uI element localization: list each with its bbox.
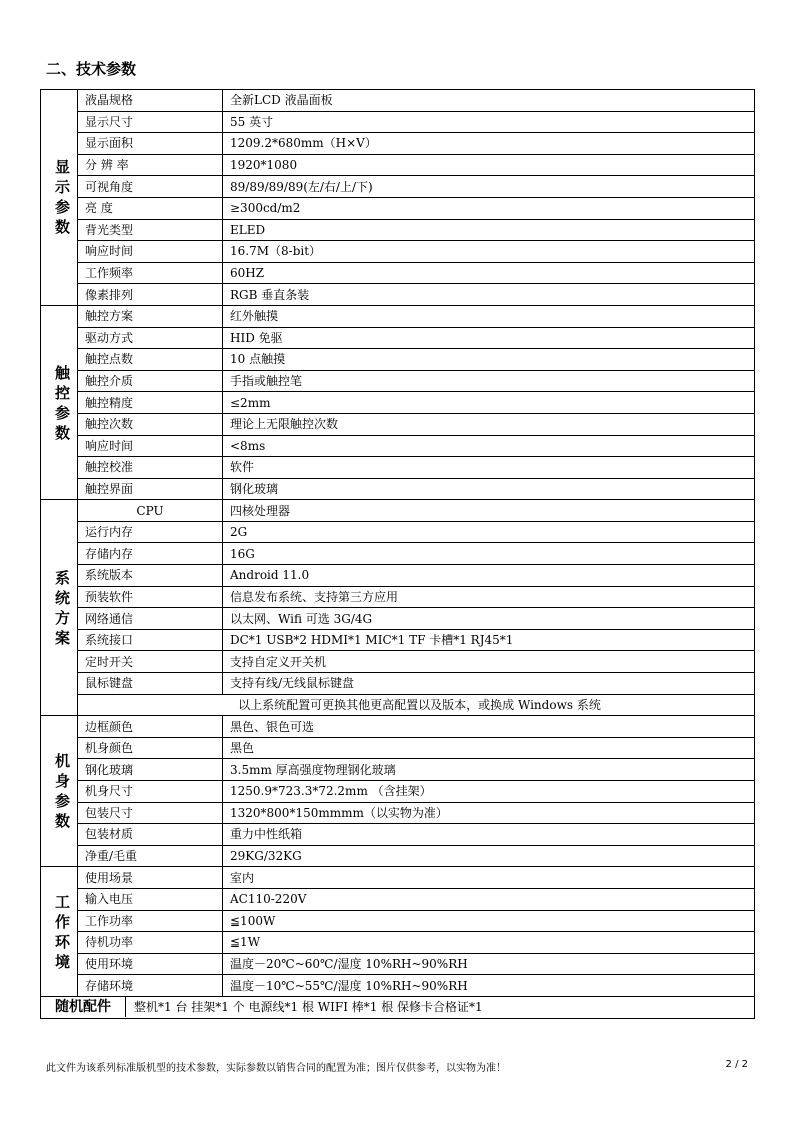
param-label: CPU <box>78 500 223 522</box>
param-value: 四核处理器 <box>223 500 755 522</box>
section-label <box>41 305 78 499</box>
param-value: 手指或触控笔 <box>223 370 755 392</box>
param-label: 系统版本 <box>78 565 223 587</box>
param-label: 触控次数 <box>78 413 223 435</box>
table-row <box>41 759 755 781</box>
table-row <box>41 327 755 349</box>
param-value: 1320*800*150mmmm（以实物为准） <box>223 802 755 824</box>
table-row <box>41 802 755 824</box>
section-label <box>41 716 78 867</box>
param-value: 室内 <box>223 867 755 889</box>
param-label: 驱动方式 <box>78 327 223 349</box>
param-label: 响应时间 <box>78 241 223 263</box>
param-value: 以太网、Wifi 可选 3G/4G <box>223 608 755 630</box>
table-row <box>41 910 755 932</box>
param-label: 液晶规格 <box>78 90 223 112</box>
param-value: 1209.2*680mm（H×V） <box>223 133 755 155</box>
table-row <box>41 154 755 176</box>
param-label: 显示面积 <box>78 133 223 155</box>
param-value: 黑色、银色可选 <box>223 716 755 738</box>
param-label: 工作功率 <box>78 910 223 932</box>
section-label-text: 系统方案 <box>54 568 70 647</box>
param-label: 净重/毛重 <box>78 845 223 867</box>
param-value: 支持自定义开关机 <box>223 651 755 673</box>
table-row <box>41 543 755 565</box>
param-value: ≤2mm <box>223 392 755 414</box>
param-value: ≦1W <box>223 932 755 954</box>
param-value: 89/89/89/89(左/右/上/下) <box>223 176 755 198</box>
param-value: 信息发布系统、支持第三方应用 <box>223 586 755 608</box>
param-label: 钢化玻璃 <box>78 759 223 781</box>
param-value: 黑色 <box>223 737 755 759</box>
param-value: ELED <box>223 219 755 241</box>
table-row <box>41 673 755 695</box>
accessories-cell <box>41 996 755 1018</box>
table-row <box>41 565 755 587</box>
table-row <box>41 262 755 284</box>
param-value: 55 英寸 <box>223 111 755 133</box>
param-label: 触控介质 <box>78 370 223 392</box>
param-value: 全新LCD 液晶面板 <box>223 90 755 112</box>
section-label-text: 触控参数 <box>54 363 70 442</box>
param-label: 待机功率 <box>78 932 223 954</box>
table-row <box>41 413 755 435</box>
page-title: 二、技术参数 <box>46 60 137 78</box>
table-row <box>41 90 755 112</box>
table-row <box>41 824 755 846</box>
param-value: AC110-220V <box>223 888 755 910</box>
param-value: 重力中性纸箱 <box>223 824 755 846</box>
param-value: 3.5mm 厚高强度物理钢化玻璃 <box>223 759 755 781</box>
param-label: 触控方案 <box>78 305 223 327</box>
param-value: 1250.9*723.3*72.2mm （含挂架） <box>223 781 755 803</box>
param-value: Android 11.0 <box>223 565 755 587</box>
table-row <box>41 521 755 543</box>
param-value: 16.7M（8-bit） <box>223 241 755 263</box>
param-value: 29KG/32KG <box>223 845 755 867</box>
table-row <box>41 111 755 133</box>
param-value: 理论上无限触控次数 <box>223 413 755 435</box>
param-label: 输入电压 <box>78 888 223 910</box>
table-row <box>41 284 755 306</box>
param-label: 触控点数 <box>78 349 223 371</box>
param-label: 边框颜色 <box>78 716 223 738</box>
param-label: 显示尺寸 <box>78 111 223 133</box>
param-label: 像素排列 <box>78 284 223 306</box>
param-label: 系统接口 <box>78 629 223 651</box>
table-row <box>41 241 755 263</box>
section-label-text: 机身参数 <box>54 752 70 831</box>
param-value: 温度－10℃~55℃/湿度 10%RH~90%RH <box>223 975 755 997</box>
table-row <box>41 629 755 651</box>
section-note: 以上系统配置可更换其他更高配置以及版本，或换成 Windows 系统 <box>78 694 755 716</box>
table-row <box>41 219 755 241</box>
param-label: 存储环境 <box>78 975 223 997</box>
param-value: HID 免驱 <box>223 327 755 349</box>
param-label: 使用环境 <box>78 953 223 975</box>
param-label: 包装材质 <box>78 824 223 846</box>
table-row <box>41 888 755 910</box>
page-number: 2 / 2 <box>725 1059 748 1070</box>
table-row <box>41 608 755 630</box>
param-label: 网络通信 <box>78 608 223 630</box>
param-label: 机身尺寸 <box>78 781 223 803</box>
section-label <box>41 500 78 716</box>
table-row <box>41 737 755 759</box>
spec-table <box>40 89 755 1019</box>
param-label: 包装尺寸 <box>78 802 223 824</box>
table-row <box>41 197 755 219</box>
table-row <box>41 932 755 954</box>
param-label: 定时开关 <box>78 651 223 673</box>
table-row <box>41 586 755 608</box>
table-row <box>41 694 755 716</box>
param-label: 存储内存 <box>78 543 223 565</box>
param-label: 分 辨 率 <box>78 154 223 176</box>
param-label: 背光类型 <box>78 219 223 241</box>
table-row <box>41 305 755 327</box>
param-label: 机身颜色 <box>78 737 223 759</box>
table-row <box>41 370 755 392</box>
table-row <box>41 716 755 738</box>
table-row <box>41 500 755 522</box>
param-value: 1920*1080 <box>223 154 755 176</box>
param-label: 亮 度 <box>78 197 223 219</box>
param-value: 2G <box>223 521 755 543</box>
param-value: 支持有线/无线鼠标键盘 <box>223 673 755 695</box>
param-value: 16G <box>223 543 755 565</box>
table-row <box>41 176 755 198</box>
table-row <box>41 349 755 371</box>
section-label <box>41 867 78 997</box>
accessories-label: 随机配件 <box>41 997 126 1017</box>
table-row <box>41 953 755 975</box>
param-value: 60HZ <box>223 262 755 284</box>
param-value: 10 点触摸 <box>223 349 755 371</box>
table-row <box>41 133 755 155</box>
accessories-value: 整机*1 台 挂架*1 个 电源线*1 根 WIFI 棒*1 根 保修卡合格证*1 <box>134 1000 483 1015</box>
table-row <box>41 651 755 673</box>
param-label: 工作频率 <box>78 262 223 284</box>
section-label-text: 显示参数 <box>54 158 70 237</box>
param-value: 钢化玻璃 <box>223 478 755 500</box>
param-label: 运行内存 <box>78 521 223 543</box>
param-value: 红外触摸 <box>223 305 755 327</box>
section-label <box>41 90 78 306</box>
param-label: 触控精度 <box>78 392 223 414</box>
table-row <box>41 435 755 457</box>
param-label: 预装软件 <box>78 586 223 608</box>
table-row <box>41 392 755 414</box>
param-value: ≥300cd/m2 <box>223 197 755 219</box>
table-row <box>41 457 755 479</box>
param-label: 触控界面 <box>78 478 223 500</box>
param-label: 使用场景 <box>78 867 223 889</box>
param-value: 软件 <box>223 457 755 479</box>
param-value: RGB 垂直条装 <box>223 284 755 306</box>
param-label: 鼠标键盘 <box>78 673 223 695</box>
table-row <box>41 781 755 803</box>
accessories-row <box>41 996 755 1018</box>
param-label: 响应时间 <box>78 435 223 457</box>
param-label: 可视角度 <box>78 176 223 198</box>
param-value: DC*1 USB*2 HDMI*1 MIC*1 TF 卡槽*1 RJ45*1 <box>223 629 755 651</box>
table-row <box>41 845 755 867</box>
param-value: 温度－20℃~60℃/湿度 10%RH~90%RH <box>223 953 755 975</box>
table-row <box>41 975 755 997</box>
param-value: <8ms <box>223 435 755 457</box>
footer-disclaimer: 此文件为该系列标准版机型的技术参数，实际参数以销售合同的配置为准；图片仅供参考，以实物为准！ <box>46 1063 506 1074</box>
table-row <box>41 867 755 889</box>
table-row <box>41 478 755 500</box>
param-value: ≦100W <box>223 910 755 932</box>
section-label-text: 工作环境 <box>54 892 70 971</box>
param-label: 触控校准 <box>78 457 223 479</box>
